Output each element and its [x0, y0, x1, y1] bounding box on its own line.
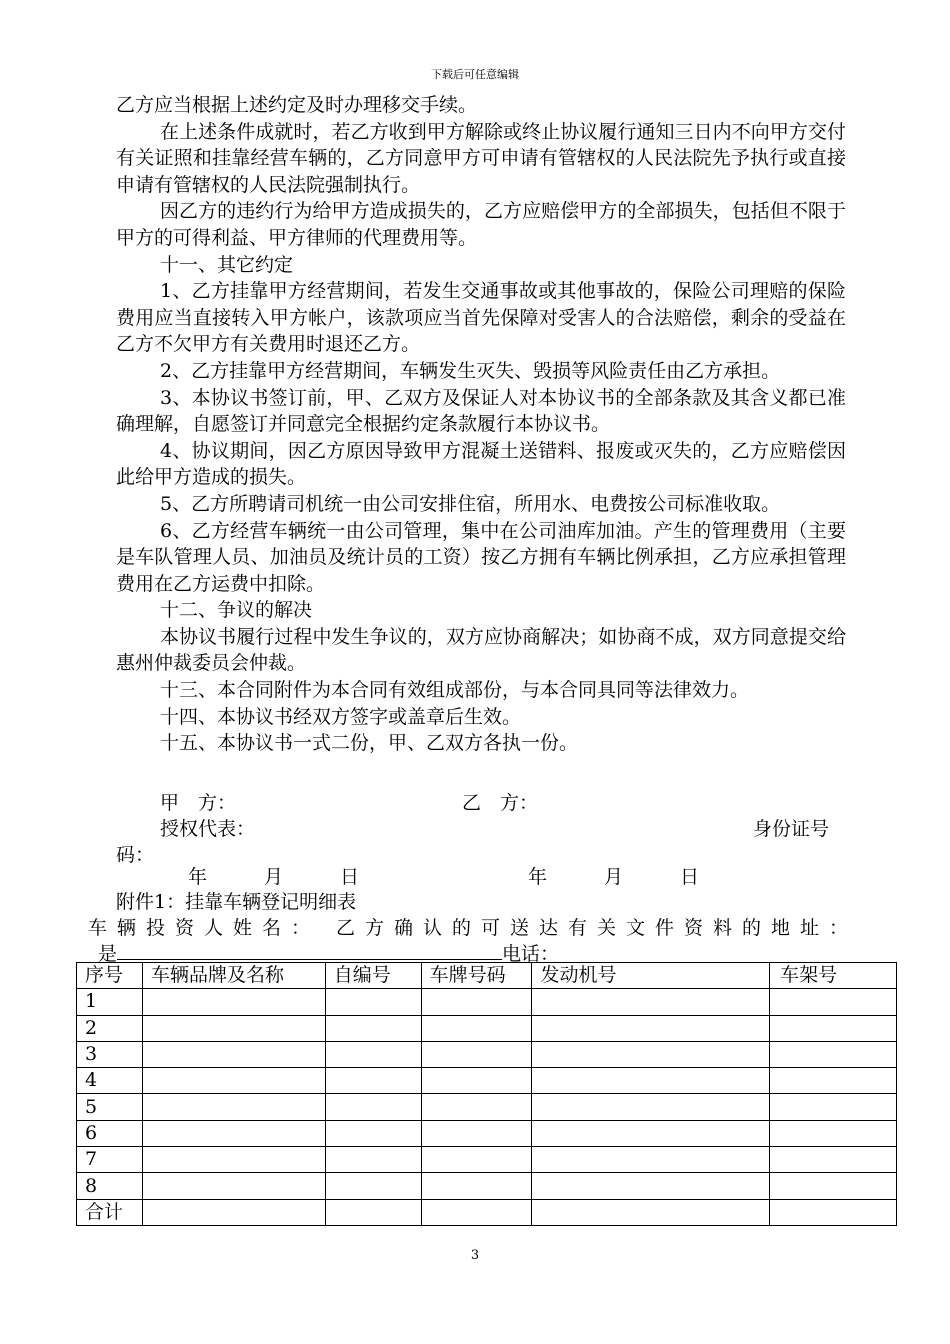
paragraph: 4、协议期间，因乙方原因导致甲方混凝土送错料、报废或灭失的，乙方应赔偿因此给甲方造成的损失。 — [116, 439, 846, 489]
row-label: 1 — [77, 989, 143, 1015]
contract-body — [116, 92, 846, 757]
paragraph: 十五、本协议书一式二份，甲、乙双方各执一份。 — [160, 732, 579, 755]
table-total-row — [77, 1199, 897, 1225]
paragraph: 1、乙方挂靠甲方经营期间，若发生交通事故或其他事故的，保险公司理赔的保险费用应当直接转入甲方帐户，该款项应当首先保障对受害人的合法赔偿，剩余的受益在乙方不欠甲方有关费用时退还乙方。 — [116, 280, 846, 356]
row-label: 4 — [77, 1068, 143, 1094]
row-label: 3 — [77, 1041, 143, 1067]
section-heading: 十二、争议的解决 — [160, 599, 313, 622]
id-number-label-cont: 码： — [116, 844, 155, 866]
table-row — [77, 1094, 897, 1120]
table-row — [77, 1147, 897, 1173]
attachment-title: 附件1：挂靠车辆登记明细表 — [116, 891, 357, 913]
paragraph: 十四、本协议书经双方签字或盖章后生效。 — [160, 705, 522, 728]
date-party-a: 年 月 日 — [188, 866, 360, 888]
col-header: 发动机号 — [532, 963, 770, 989]
investor-address-line — [88, 917, 848, 939]
is-label: 是 — [98, 943, 118, 965]
address-label: 乙方确认的可送达有关文件资料的地址： — [336, 917, 848, 939]
party-a-label: 甲 方： — [160, 792, 237, 814]
paragraph: 5、乙方所聘请司机统一由公司安排住宿，所用水、电费按公司标准收取。 — [160, 492, 781, 515]
address-fill-line — [98, 942, 559, 964]
row-label: 5 — [77, 1094, 143, 1120]
paragraph: 2、乙方挂靠甲方经营期间，车辆发生灭失、毁损等风险责任由乙方承担。 — [160, 359, 781, 382]
phone-label: 电话： — [502, 943, 560, 965]
col-header: 车辆品牌及名称 — [142, 963, 325, 989]
row-label: 2 — [77, 1015, 143, 1041]
address-blank — [117, 942, 502, 960]
table-row — [77, 1068, 897, 1094]
row-label: 7 — [77, 1147, 143, 1173]
id-number-label: 身份证号 — [753, 818, 830, 840]
paragraph: 6、乙方经营车辆统一由公司管理，集中在公司油库加油。产生的管理费用（主要是车队管理人员、加油员及统计员的工资）按乙方拥有车辆比例承担，乙方应承担管理费用在乙方运费中扣除。 — [116, 519, 846, 595]
paragraph: 3、本协议书签订前，甲、乙双方及保证人对本协议书的全部条款及其含义都已准确理解，自愿签订并同意完全根据约定条款履行本协议书。 — [116, 386, 846, 436]
table-row — [77, 1120, 897, 1146]
page-number: 3 — [470, 1248, 480, 1263]
table-row — [77, 989, 897, 1015]
section-heading: 十一、其它约定 — [160, 253, 294, 276]
col-header: 车牌号码 — [421, 963, 532, 989]
paragraph: 本协议书履行过程中发生争议的，双方应协商解决；如协商不成，双方同意提交给惠州仲裁委员会仲裁。 — [116, 625, 846, 675]
auth-rep-label: 授权代表： — [160, 818, 256, 840]
row-label: 合计 — [77, 1199, 143, 1225]
paragraph: 因乙方的违约行为给甲方造成损失的，乙方应赔偿甲方的全部损失，包括但不限于甲方的可得利益、甲方律师的代理费用等。 — [116, 200, 846, 249]
row-label: 6 — [77, 1120, 143, 1146]
vehicle-register-table — [76, 962, 897, 1226]
table-row — [77, 1173, 897, 1199]
page-header-note: 下载后可任意编辑 — [431, 68, 519, 81]
paragraph: 在上述条件成就时，若乙方收到甲方解除或终止协议履行通知三日内不向甲方交付有关证照和挂靠经营车辆的，乙方同意甲方可申请有管辖权的人民法院先予执行或直接申请有管辖权的人民法院强制执行。 — [116, 120, 846, 196]
investor-label: 车辆投资人姓名： — [88, 917, 320, 939]
paragraph: 乙方应当根据上述约定及时办理移交手续。 — [116, 94, 478, 116]
col-header: 序号 — [77, 963, 143, 989]
table-header-row — [77, 963, 897, 989]
date-party-b: 年 月 日 — [528, 866, 700, 888]
col-header: 车架号 — [770, 963, 897, 989]
party-b-label: 乙 方： — [462, 792, 539, 814]
col-header: 自编号 — [325, 963, 421, 989]
table-row — [77, 1015, 897, 1041]
row-label: 8 — [77, 1173, 143, 1199]
table-row — [77, 1041, 897, 1067]
paragraph: 十三、本合同附件为本合同有效组成部份，与本合同具同等法律效力。 — [160, 679, 750, 702]
